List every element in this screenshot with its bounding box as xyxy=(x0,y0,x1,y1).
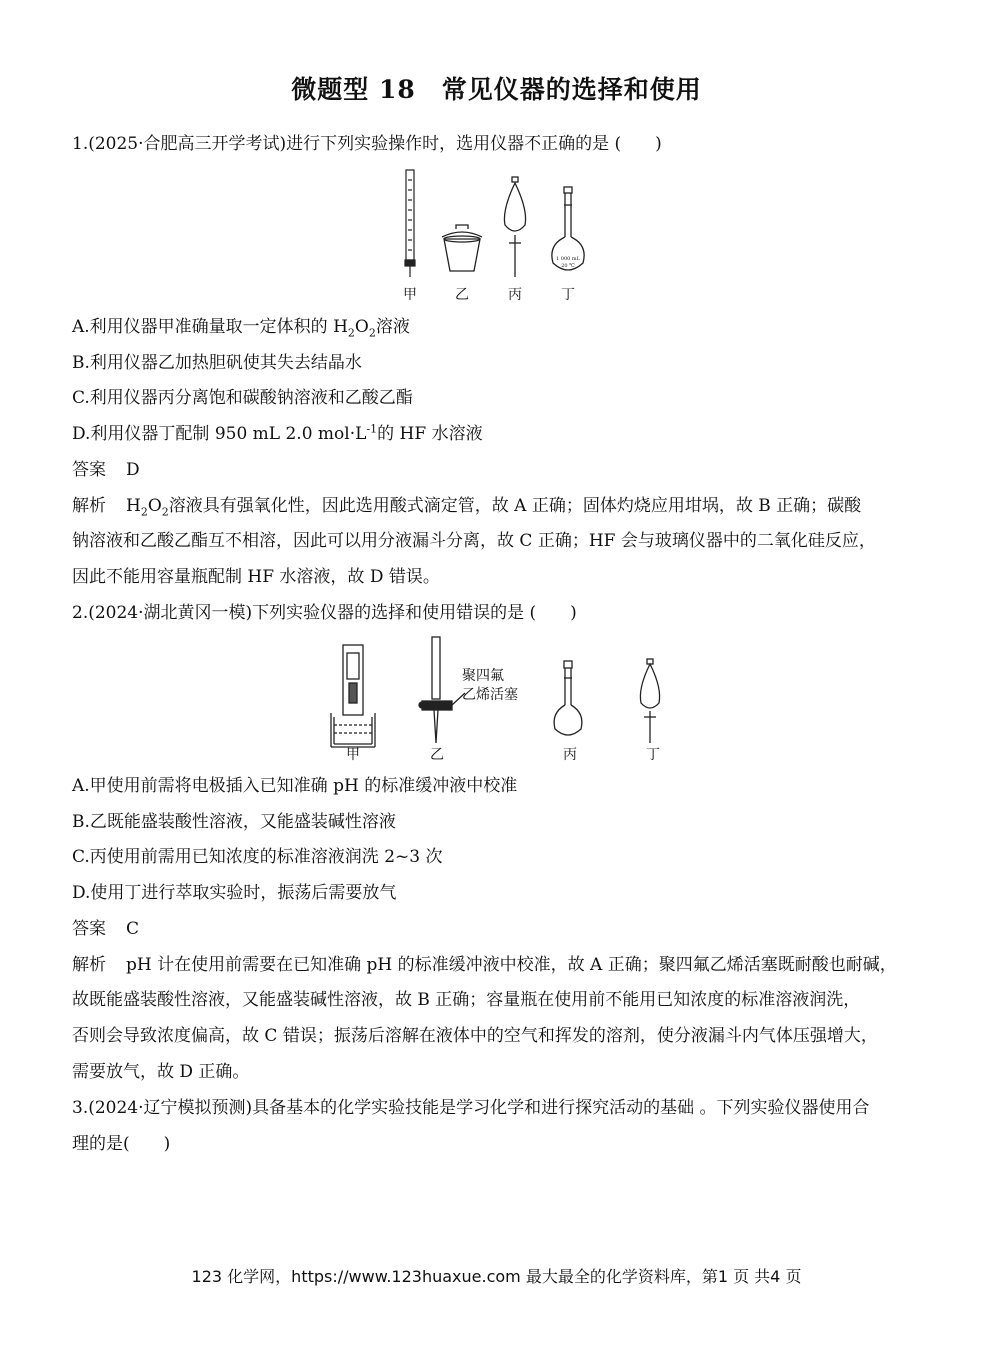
callout-ptfe-1: 聚四氟 xyxy=(462,668,504,684)
fig2-label-ding: 丁 xyxy=(646,747,660,763)
q1-answer: 答案 D xyxy=(72,460,140,480)
fig1-label-yi: 乙 xyxy=(455,287,469,303)
q2-stem: 2.(2024·湖北黄冈一模)下列实验仪器的选择和使用错误的是 ( ) xyxy=(72,603,577,623)
q1-option-c: C.利用仪器丙分离饱和碳酸钠溶液和乙酸乙酯 xyxy=(72,388,413,408)
fig1-label-jia: 甲 xyxy=(403,287,417,303)
q1-option-a: A.利用仪器甲准确量取一定体积的 $H_2O_2$溶液 xyxy=(72,317,410,340)
q2-analysis-line4: 需要放气，故 D 正确。 xyxy=(72,1062,250,1082)
flask-temperature-text: 20 ℃ xyxy=(561,263,575,269)
q1-analysis-line3: 因此不能用容量瓶配制 HF 水溶液，故 D 错误。 xyxy=(72,567,440,587)
fig2-label-yi: 乙 xyxy=(430,747,444,763)
volumetric-flask-icon-2 xyxy=(554,661,582,735)
q1-stem: 1.(2025·合肥高三开学考试)进行下列实验操作时，选用仪器不正确的是 ( ) xyxy=(72,134,662,154)
q2-analysis-line1: 解析 pH 计在使用前需要在已知准确 pH 的标准缓冲液中校准，故 A 正确；聚四氟乙烯活塞既耐酸也耐碱， xyxy=(72,955,897,975)
q2-analysis-line2: 故既能盛装酸性溶液，又能盛装碱性溶液，故 B 正确；容量瓶在使用前不能用已知浓度的标准溶液润洗， xyxy=(72,990,861,1010)
ptfe-burette-icon xyxy=(419,637,465,743)
callout-ptfe-2: 乙烯活塞 xyxy=(462,687,518,703)
flask-capacity-text: 1 000 mL xyxy=(556,256,580,262)
page-footer: 123 化学网，https://www.123huaxue.com 最大最全的化学资料库，第1 页 共4 页 xyxy=(191,1267,802,1286)
separatory-funnel-icon-2 xyxy=(640,659,659,743)
page-title: 微题型 18 常见仪器的选择和使用 xyxy=(291,75,702,104)
q1-analysis-line1: 解析 $H_2O_2$溶液具有强氧化性，因此选用酸式滴定管，故 A 正确；固体灼烧应用坩埚，故 B 正确；碳酸 xyxy=(72,496,862,519)
q1-option-d: D.利用仪器丁配制 950 mL 2.0 $mol\cdot L^{-1}$的 HF 水溶液 xyxy=(72,422,483,444)
q3-stem-line2: 理的是( ) xyxy=(72,1134,171,1154)
crucible-icon xyxy=(442,225,482,271)
q2-option-c: C.丙使用前需用已知浓度的标准溶液润洗 2~3 次 xyxy=(72,847,443,867)
q2-answer: 答案 C xyxy=(72,919,140,939)
separatory-funnel-icon xyxy=(504,177,525,277)
q2-option-d: D.使用丁进行萃取实验时，振荡后需要放气 xyxy=(72,883,397,903)
fig2-label-bing: 丙 xyxy=(563,747,577,763)
burette-icon xyxy=(405,170,415,277)
q2-option-a: A.甲使用前需将电极插入已知准确 pH 的标准缓冲液中校准 xyxy=(72,776,518,796)
fig1-label-ding: 丁 xyxy=(561,287,575,303)
q3-stem-line1: 3.(2024·辽宁模拟预测)具备基本的化学实验技能是学习化学和进行探究活动的基础 。下列实验仪器使用合 xyxy=(72,1098,870,1118)
q1-analysis-line2: 钠溶液和乙酸乙酯互不相溶，因此可以用分液漏斗分离，故 C 正确；HF 会与玻璃仪器中的二氧化硅反应， xyxy=(72,531,876,551)
fig1-label-bing: 丙 xyxy=(508,287,522,303)
q1-figure xyxy=(390,165,600,309)
fig2-label-jia: 甲 xyxy=(346,747,360,763)
q1-option-b: B.利用仪器乙加热胆矾使其失去结晶水 xyxy=(72,353,362,373)
ph-electrode-icon xyxy=(331,645,375,747)
q2-analysis-line3: 否则会导致浓度偏高，故 C 错误；振荡后溶解在液体中的空气和挥发的溶剂，使分液漏斗内气体压强增大， xyxy=(72,1026,878,1046)
q2-figure xyxy=(325,633,685,772)
q2-option-b: B.乙既能盛装酸性溶液，又能盛装碱性溶液 xyxy=(72,812,396,832)
